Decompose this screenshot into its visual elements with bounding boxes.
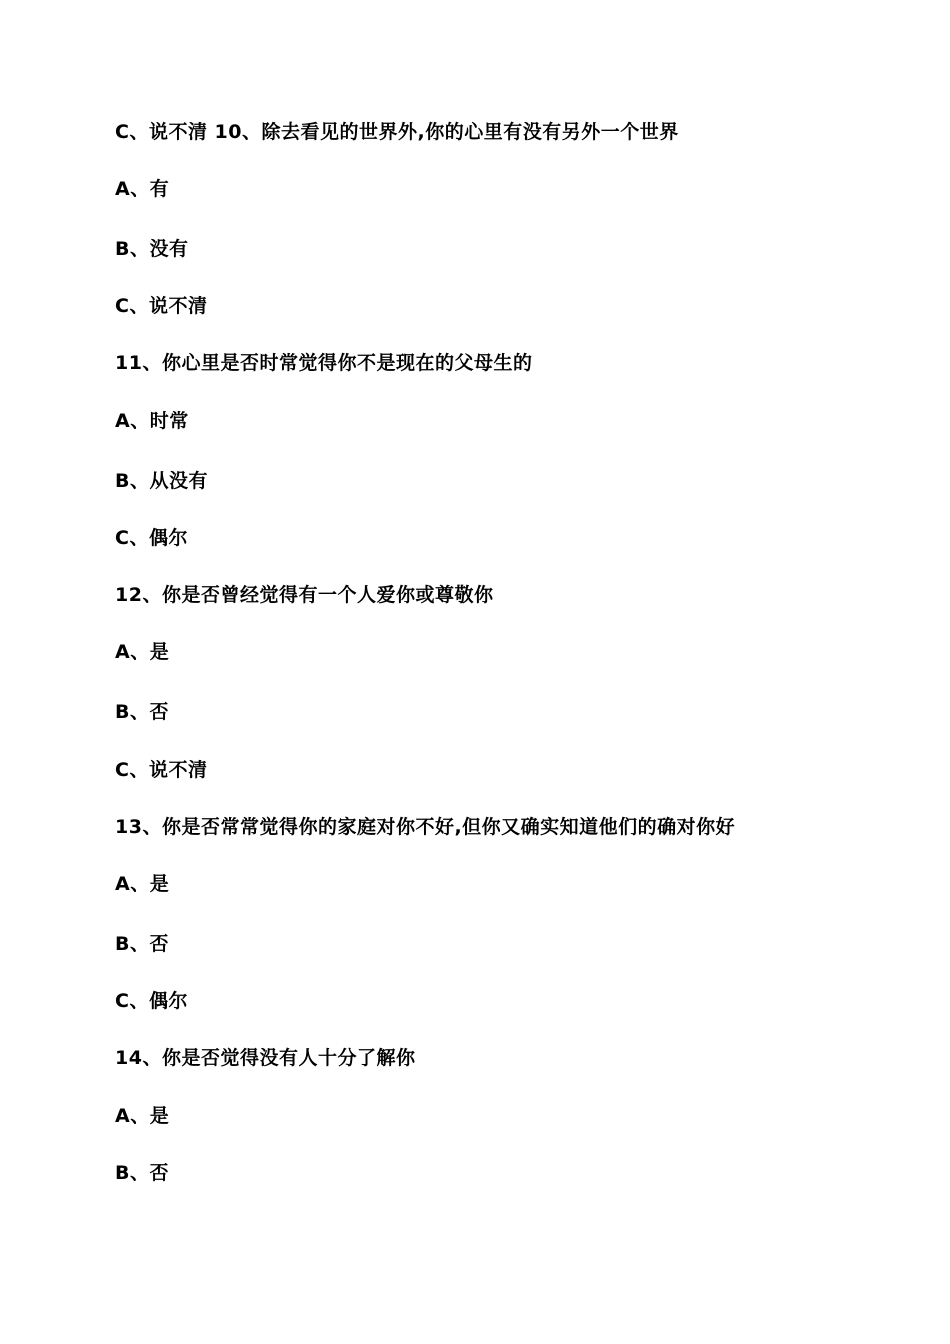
question-11: 11、你心里是否时常觉得你不是现在的父母生的 (115, 352, 533, 374)
option-c-q10: C、说不清 (115, 295, 208, 317)
option-a-q10: A、有 (115, 178, 170, 200)
question-13: 13、你是否常常觉得你的家庭对你不好,但你又确实知道他们的确对你好 (115, 816, 736, 838)
option-b-q12: B、否 (115, 701, 169, 723)
option-c-q12: C、说不清 (115, 759, 208, 781)
option-b-q11: B、从没有 (115, 470, 208, 492)
question-14: 14、你是否觉得没有人十分了解你 (115, 1047, 416, 1069)
option-b-q10: B、没有 (115, 238, 189, 260)
question-12: 12、你是否曾经觉得有一个人爱你或尊敬你 (115, 584, 494, 606)
option-a-q11: A、时常 (115, 410, 189, 432)
option-a-q12: A、是 (115, 641, 170, 663)
option-b-q13: B、否 (115, 933, 169, 955)
option-b-q14: B、否 (115, 1162, 169, 1184)
option-c-q9-and-question-10: C、说不清 10、除去看见的世界外,你的心里有没有另外一个世界 (115, 121, 679, 143)
option-c-q13: C、偶尔 (115, 990, 188, 1012)
option-a-q13: A、是 (115, 873, 170, 895)
option-a-q14: A、是 (115, 1105, 170, 1127)
option-c-q11: C、偶尔 (115, 527, 188, 549)
